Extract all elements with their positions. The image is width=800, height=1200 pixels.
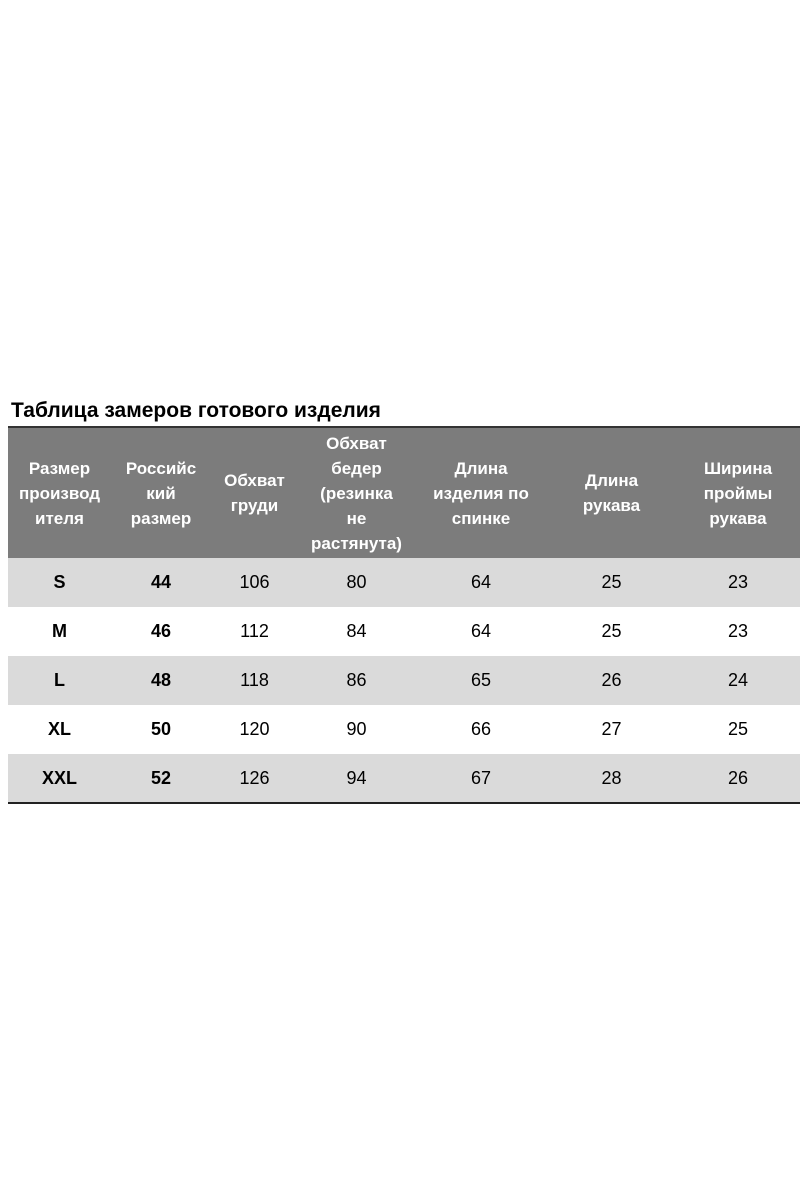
cell-chest: 126 bbox=[239, 767, 270, 788]
cell-russian-size: 48 bbox=[150, 670, 172, 690]
header-row bbox=[8, 427, 800, 558]
cell-manufacturer-size: S bbox=[53, 572, 66, 592]
cell-chest: 118 bbox=[240, 670, 269, 690]
cell-back-length: 66 bbox=[470, 719, 492, 739]
table-title: Таблица замеров готового изделия bbox=[11, 399, 381, 422]
cell-armhole-width: 23 bbox=[727, 621, 749, 641]
cell-chest: 106 bbox=[239, 572, 270, 592]
cell-manufacturer-size: L bbox=[54, 670, 65, 690]
cell-russian-size: 46 bbox=[150, 621, 172, 641]
cell-armhole-width: 23 bbox=[727, 572, 749, 592]
table-row bbox=[8, 705, 800, 754]
cell-hips: 80 bbox=[346, 572, 367, 592]
cell-manufacturer-size: XXL bbox=[41, 767, 77, 788]
header-sleeve-length: Длина рукава bbox=[582, 471, 641, 515]
cell-russian-size: 44 bbox=[150, 572, 172, 592]
table-row bbox=[8, 558, 800, 607]
cell-sleeve-length: 26 bbox=[601, 670, 622, 690]
header-chest: Обхват груди bbox=[224, 471, 285, 515]
cell-sleeve-length: 25 bbox=[601, 572, 622, 592]
cell-armhole-width: 26 bbox=[727, 767, 749, 788]
cell-sleeve-length: 27 bbox=[601, 719, 622, 739]
table-row bbox=[8, 607, 800, 656]
cell-chest: 112 bbox=[240, 621, 269, 641]
cell-hips: 86 bbox=[346, 670, 367, 690]
header-manufacturer-size: Размер производ ителя bbox=[18, 458, 101, 528]
cell-hips: 84 bbox=[346, 621, 367, 641]
cell-back-length: 67 bbox=[470, 767, 492, 788]
table-row bbox=[8, 754, 800, 803]
cell-back-length: 64 bbox=[470, 621, 492, 641]
size-chart-table bbox=[8, 426, 800, 804]
cell-russian-size: 50 bbox=[150, 719, 172, 739]
header-russian-size: Российс кий размер bbox=[125, 458, 197, 528]
cell-manufacturer-size: M bbox=[52, 621, 67, 641]
table-row bbox=[8, 656, 800, 705]
header-armhole-width: Ширина проймы рукава bbox=[703, 458, 773, 528]
cell-manufacturer-size: XL bbox=[47, 719, 71, 739]
cell-armhole-width: 24 bbox=[727, 670, 749, 690]
cell-back-length: 65 bbox=[470, 670, 492, 690]
cell-russian-size: 52 bbox=[150, 767, 172, 788]
header-back-length: Длина изделия по спинке bbox=[433, 458, 529, 528]
header-hips: Обхват бедер (резинка не растянута) bbox=[311, 433, 402, 553]
cell-sleeve-length: 25 bbox=[601, 621, 622, 641]
cell-back-length: 64 bbox=[470, 572, 492, 592]
cell-chest: 120 bbox=[239, 719, 270, 739]
cell-armhole-width: 25 bbox=[727, 719, 749, 739]
cell-sleeve-length: 28 bbox=[601, 767, 622, 788]
cell-hips: 90 bbox=[346, 719, 367, 739]
cell-hips: 94 bbox=[346, 767, 367, 788]
